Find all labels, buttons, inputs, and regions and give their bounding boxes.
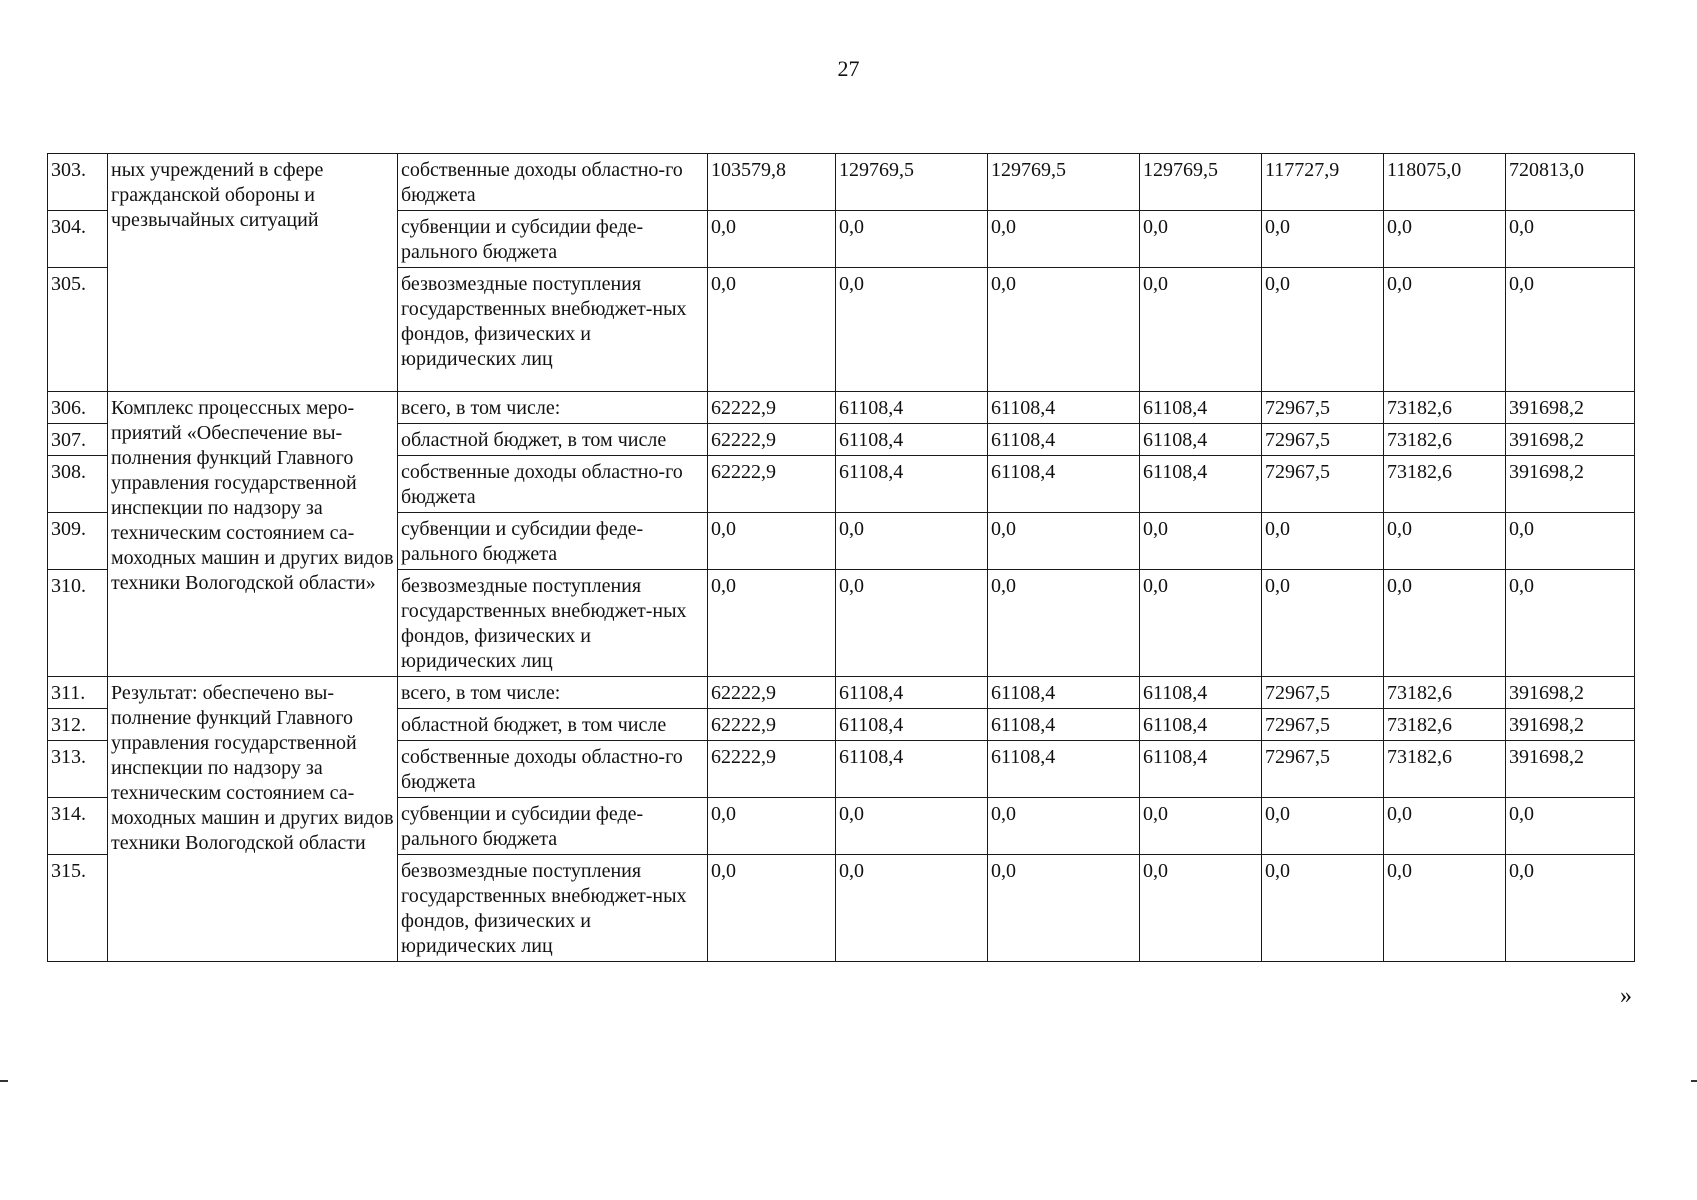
amount-cell: 61108,4 — [1140, 741, 1262, 798]
funding-source: собственные доходы областно-го бюджета — [398, 741, 708, 798]
amount-cell: 391698,2 — [1506, 456, 1635, 513]
amount-cell: 0,0 — [1506, 211, 1635, 268]
group-description: ных учреждений в сфере гражданской обороны и чрезвычайных ситуаций — [108, 154, 398, 392]
amount-cell: 61108,4 — [988, 424, 1140, 456]
amount-cell: 0,0 — [1506, 855, 1635, 962]
funding-source: субвенции и субсидии феде-рального бюджета — [398, 798, 708, 855]
funding-source: субвенции и субсидии феде-рального бюджета — [398, 211, 708, 268]
row-number: 315. — [48, 855, 108, 962]
amount-cell: 0,0 — [1262, 268, 1384, 392]
funding-source: всего, в том числе: — [398, 677, 708, 709]
amount-cell: 73182,6 — [1384, 456, 1506, 513]
amount-cell: 129769,5 — [836, 154, 988, 211]
amount-cell: 61108,4 — [1140, 456, 1262, 513]
amount-cell: 391698,2 — [1506, 741, 1635, 798]
amount-cell: 62222,9 — [708, 677, 836, 709]
amount-cell: 0,0 — [1384, 268, 1506, 392]
funding-source: собственные доходы областно-го бюджета — [398, 154, 708, 211]
funding-source: субвенции и субсидии феде-рального бюджета — [398, 513, 708, 570]
funding-source: безвозмездные поступления государственных внебюджет-ных фондов, физических и юридических лиц — [398, 268, 708, 392]
amount-cell: 72967,5 — [1262, 677, 1384, 709]
amount-cell: 0,0 — [836, 268, 988, 392]
funding-source: безвозмездные поступления государственных внебюджет-ных фондов, физических и юридических лиц — [398, 855, 708, 962]
amount-cell: 62222,9 — [708, 741, 836, 798]
amount-cell: 72967,5 — [1262, 456, 1384, 513]
amount-cell: 0,0 — [988, 211, 1140, 268]
amount-cell: 72967,5 — [1262, 709, 1384, 741]
amount-cell: 391698,2 — [1506, 392, 1635, 424]
amount-cell: 61108,4 — [988, 677, 1140, 709]
page-number: 27 — [837, 56, 860, 81]
amount-cell: 0,0 — [988, 570, 1140, 677]
amount-cell: 0,0 — [1506, 513, 1635, 570]
amount-cell: 61108,4 — [1140, 677, 1262, 709]
row-number: 305. — [48, 268, 108, 392]
amount-cell: 73182,6 — [1384, 392, 1506, 424]
row-number: 304. — [48, 211, 108, 268]
funding-source: безвозмездные поступления государственных внебюджет-ных фондов, физических и юридических лиц — [398, 570, 708, 677]
amount-cell: 72967,5 — [1262, 741, 1384, 798]
row-number: 314. — [48, 798, 108, 855]
amount-cell: 72967,5 — [1262, 392, 1384, 424]
amount-cell: 0,0 — [836, 798, 988, 855]
amount-cell: 0,0 — [708, 211, 836, 268]
amount-cell: 0,0 — [1140, 268, 1262, 392]
funding-source: собственные доходы областно-го бюджета — [398, 456, 708, 513]
amount-cell: 73182,6 — [1384, 677, 1506, 709]
amount-cell: 0,0 — [1384, 855, 1506, 962]
amount-cell: 61108,4 — [1140, 392, 1262, 424]
amount-cell: 0,0 — [1262, 798, 1384, 855]
amount-cell: 72967,5 — [1262, 424, 1384, 456]
amount-cell: 61108,4 — [836, 392, 988, 424]
amount-cell: 391698,2 — [1506, 424, 1635, 456]
amount-cell: 0,0 — [1384, 513, 1506, 570]
funding-source: областной бюджет, в том числе — [398, 424, 708, 456]
amount-cell: 0,0 — [988, 513, 1140, 570]
table-body — [48, 154, 1635, 962]
table-row — [48, 154, 1635, 211]
group-description: Результат: обеспечено вы-полнение функций Главного управления государственной инспекции по надзору за техническим состоянием са-моходных машин и других видов техники Вологодской области — [108, 677, 398, 962]
amount-cell: 62222,9 — [708, 424, 836, 456]
amount-cell: 61108,4 — [1140, 424, 1262, 456]
amount-cell: 0,0 — [708, 855, 836, 962]
amount-cell: 0,0 — [988, 268, 1140, 392]
margin-mark — [1691, 1080, 1697, 1082]
amount-cell: 391698,2 — [1506, 677, 1635, 709]
amount-cell: 0,0 — [836, 211, 988, 268]
amount-cell: 0,0 — [1506, 798, 1635, 855]
amount-cell: 61108,4 — [836, 741, 988, 798]
amount-cell: 0,0 — [1384, 570, 1506, 677]
funding-source: областной бюджет, в том числе — [398, 709, 708, 741]
amount-cell: 0,0 — [1506, 570, 1635, 677]
row-number: 312. — [48, 709, 108, 741]
amount-cell: 73182,6 — [1384, 741, 1506, 798]
amount-cell: 0,0 — [1140, 855, 1262, 962]
amount-cell: 0,0 — [1140, 211, 1262, 268]
amount-cell: 61108,4 — [1140, 709, 1262, 741]
amount-cell: 129769,5 — [988, 154, 1140, 211]
amount-cell: 0,0 — [836, 570, 988, 677]
amount-cell: 62222,9 — [708, 709, 836, 741]
budget-table — [47, 153, 1635, 962]
table-row — [48, 392, 1635, 424]
amount-cell: 62222,9 — [708, 392, 836, 424]
amount-cell: 0,0 — [708, 268, 836, 392]
amount-cell: 61108,4 — [988, 709, 1140, 741]
amount-cell: 0,0 — [708, 570, 836, 677]
amount-cell: 0,0 — [1140, 570, 1262, 677]
amount-cell: 0,0 — [988, 855, 1140, 962]
amount-cell: 0,0 — [1262, 211, 1384, 268]
row-number: 307. — [48, 424, 108, 456]
amount-cell: 0,0 — [708, 513, 836, 570]
amount-cell: 61108,4 — [836, 456, 988, 513]
table-row — [48, 677, 1635, 709]
amount-cell: 0,0 — [1262, 513, 1384, 570]
group-description: Комплекс процессных меро-приятий «Обеспечение вы-полнения функций Главного управления государственной инспекции по надзору за техническим состоянием са-моходных машин и других видов техники Вологодской области» — [108, 392, 398, 677]
amount-cell: 61108,4 — [836, 709, 988, 741]
funding-source: всего, в том числе: — [398, 392, 708, 424]
amount-cell: 0,0 — [1384, 211, 1506, 268]
row-number: 313. — [48, 741, 108, 798]
amount-cell: 0,0 — [1262, 570, 1384, 677]
amount-cell: 0,0 — [836, 855, 988, 962]
amount-cell: 73182,6 — [1384, 424, 1506, 456]
amount-cell: 61108,4 — [836, 424, 988, 456]
amount-cell: 0,0 — [1140, 513, 1262, 570]
amount-cell: 117727,9 — [1262, 154, 1384, 211]
amount-cell: 0,0 — [988, 798, 1140, 855]
amount-cell: 103579,8 — [708, 154, 836, 211]
margin-mark — [0, 1080, 8, 1082]
row-number: 303. — [48, 154, 108, 211]
row-number: 310. — [48, 570, 108, 677]
amount-cell: 0,0 — [1384, 798, 1506, 855]
closing-quote: » — [1620, 983, 1632, 1009]
amount-cell: 0,0 — [836, 513, 988, 570]
amount-cell: 61108,4 — [988, 392, 1140, 424]
row-number: 309. — [48, 513, 108, 570]
amount-cell: 0,0 — [1262, 855, 1384, 962]
amount-cell: 0,0 — [1140, 798, 1262, 855]
amount-cell: 720813,0 — [1506, 154, 1635, 211]
row-number: 306. — [48, 392, 108, 424]
amount-cell: 118075,0 — [1384, 154, 1506, 211]
amount-cell: 391698,2 — [1506, 709, 1635, 741]
amount-cell: 0,0 — [1506, 268, 1635, 392]
amount-cell: 62222,9 — [708, 456, 836, 513]
amount-cell: 61108,4 — [988, 741, 1140, 798]
amount-cell: 61108,4 — [836, 677, 988, 709]
amount-cell: 73182,6 — [1384, 709, 1506, 741]
row-number: 308. — [48, 456, 108, 513]
amount-cell: 0,0 — [708, 798, 836, 855]
amount-cell: 129769,5 — [1140, 154, 1262, 211]
amount-cell: 61108,4 — [988, 456, 1140, 513]
row-number: 311. — [48, 677, 108, 709]
